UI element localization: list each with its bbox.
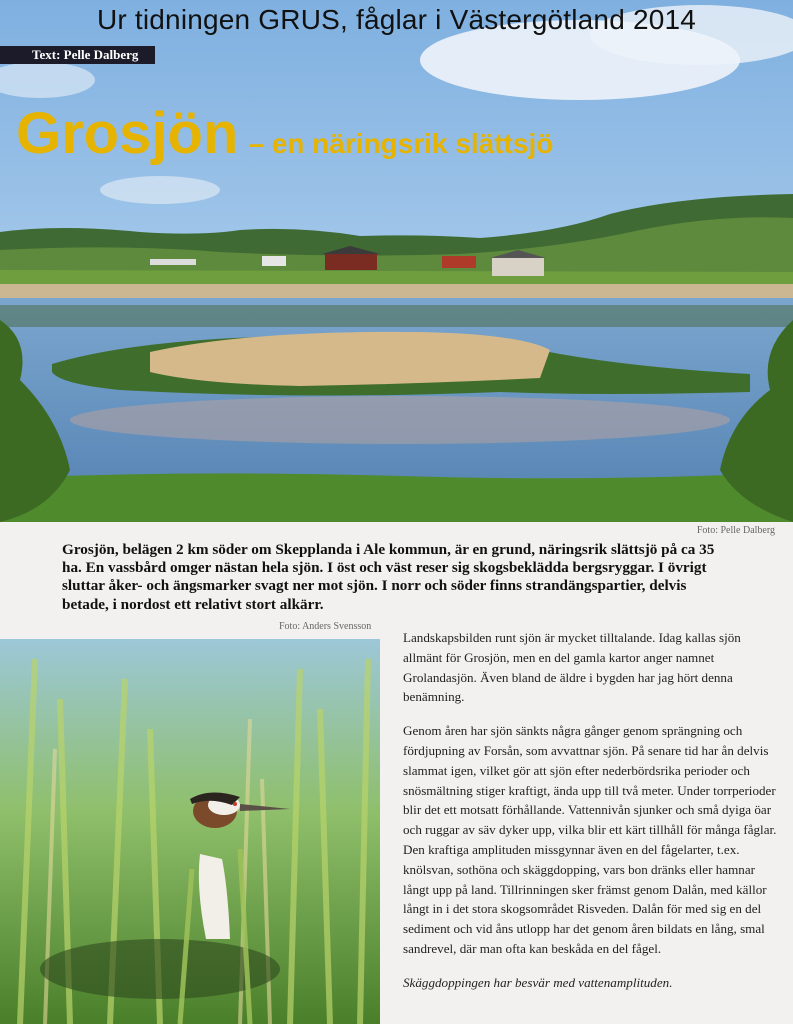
hero-photo-credit: Foto: Pelle Dalberg (696, 525, 775, 536)
photo-caption: Skäggdoppingen har besvär med vattenamplituden. (403, 974, 673, 990)
article-headline (16, 100, 553, 167)
page-header-title: Ur tidningen GRUS, fåglar i Västergötland 2014 (96, 4, 697, 35)
lead-paragraph: Grosjön, belägen 2 km söder om Skepplanda i Ale kommun, är en grund, näringsrik slättsjö på ca 35 ha. En vassbård omger nästan hela sjön. I öst och väst reser sig skogsbeklädda bergsryggar. I övrigt sluttar åker- och ängsmarker svagt ner mot sjön. I norr och söder finns strandängspartier, delvis betade, i nordost ett relativt stort alkärr. (62, 541, 715, 613)
body-text-column (403, 628, 778, 1007)
author-byline: Text: Pelle Dalberg (0, 46, 155, 64)
grebe-photo (0, 639, 380, 1024)
body-paragraph-1: Landskapsbilden runt sjön är mycket tilltalande. Idag kallas sjön allmänt för Grosjön, men en del gamla kartor anger namnet Grolandasjön. Även bland de äldre i bygden har jag hört denna benämning. (403, 630, 741, 705)
bird-photo-credit: Foto: Anders Svensson (279, 621, 372, 632)
headline-main: Grosjön (16, 101, 239, 166)
body-paragraph-2: Genom åren har sjön sänkts några gånger genom sprängning och fördjupning av Forsån, som avvattnar sjön. På senare tid har ån delvis slammat igen, vilket gör att sjön efter nederbördsrika perioder och snösmältning stiger kraftigt, ända upp till två meter. Under torrperioder blir det ett motsatt förhållande. Vattennivån sjunker och små dyiga öar och ruggar av säv dyker upp, vilka blir ett kärt tillhåll för många fåglar. Den kraftiga amplituden missgynnar även en del fågelarter, t.ex. knölsvan, sothöna och skäggdopping, vars bon dränks eller hamnar långt upp på land. Tillrinningen sker främst genom Dalån, med källor långt in i det stora skogsområdet Risveden. Dalån för med sig en del sediment och vid åns utlopp har det genom åren bildats en lång, smal sandrevel, där man ofta kan beskåda en del fågel. (403, 723, 777, 956)
grebe-in-reeds-image (0, 639, 380, 1024)
headline-sub: – en näringsrik slättsjö (248, 128, 554, 159)
